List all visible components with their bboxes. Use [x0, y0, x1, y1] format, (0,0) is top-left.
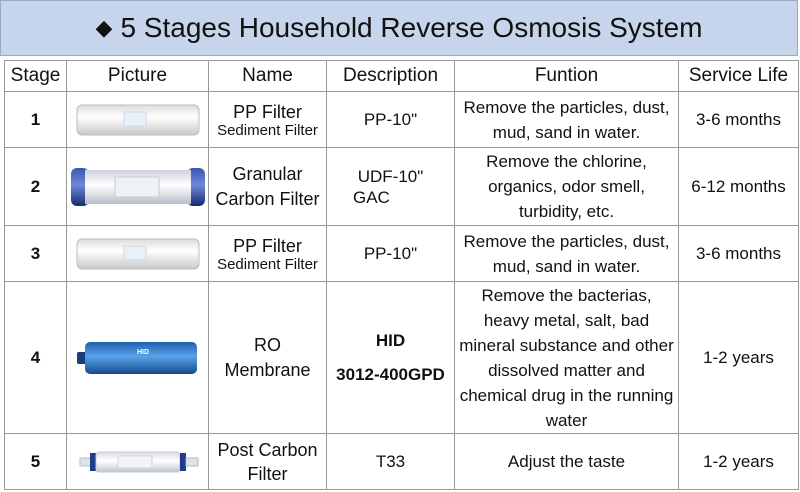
- function-cell: Remove the particles, dust, mud, sand in water.: [455, 92, 679, 148]
- filter-name: Granular Carbon Filter: [209, 148, 327, 226]
- ro-membrane-icon: [75, 336, 201, 380]
- description-cell: T33: [327, 434, 455, 490]
- service-life-cell: 3-6 months: [679, 92, 799, 148]
- stage-cell: 1: [5, 92, 67, 148]
- table-row: [5, 282, 799, 434]
- description-sub: GAC: [353, 187, 390, 207]
- stage-cell: 5: [5, 434, 67, 490]
- header-service-life: Service Life: [679, 61, 799, 92]
- service-life-cell: 1-2 years: [679, 434, 799, 490]
- header-row: [5, 61, 799, 92]
- table-row: [5, 92, 799, 148]
- pp-filter-cartridge-icon: [74, 234, 202, 274]
- stage-cell: 3: [5, 226, 67, 282]
- service-life-cell: 6-12 months: [679, 148, 799, 226]
- title-bar: [0, 0, 798, 56]
- page-title: 5 Stages Household Reverse Osmosis System: [120, 12, 703, 43]
- header-stage: Stage: [5, 61, 67, 92]
- header-name: Name: [209, 61, 327, 92]
- spec-table: [4, 60, 799, 490]
- description-main: UDF-10": [357, 166, 424, 186]
- description-cell: PP-10": [327, 92, 455, 148]
- description-main: HID: [375, 330, 406, 350]
- header-picture: Picture: [67, 61, 209, 92]
- function-cell: Adjust the taste: [455, 434, 679, 490]
- diamond-icon: ◆: [95, 15, 113, 40]
- service-life-cell: 1-2 years: [679, 282, 799, 434]
- filter-name-sub: Sediment Filter: [217, 121, 318, 139]
- stage-cell: 2: [5, 148, 67, 226]
- membrane-label: HID: [136, 348, 149, 356]
- description-sub: 3012-400GPD: [336, 364, 445, 384]
- function-cell: Remove the bacterias, heavy metal, salt, bad mineral substance and other dissolved matter and chemical drug in the running water: [455, 282, 679, 434]
- service-life-cell: 3-6 months: [679, 226, 799, 282]
- filter-name-sub: Sediment Filter: [217, 255, 318, 273]
- header-description: Description: [327, 61, 455, 92]
- post-carbon-filter-icon: [74, 444, 202, 480]
- header-function: Funtion: [455, 61, 679, 92]
- filter-name: Post Carbon Filter: [209, 434, 327, 490]
- stage-cell: 4: [5, 282, 67, 434]
- function-cell: Remove the chlorine, organics, odor smell, turbidity, etc.: [455, 148, 679, 226]
- filter-name: RO Membrane: [209, 282, 327, 434]
- function-cell: Remove the particles, dust, mud, sand in water.: [455, 226, 679, 282]
- table-row: [5, 434, 799, 490]
- pp-filter-cartridge-icon: [74, 100, 202, 140]
- filter-name: PP Filter: [233, 101, 302, 122]
- filter-name: PP Filter: [233, 235, 302, 256]
- table-row: [5, 226, 799, 282]
- description-cell: PP-10": [327, 226, 455, 282]
- table-row: [5, 148, 799, 226]
- carbon-filter-cartridge-icon: [69, 160, 207, 214]
